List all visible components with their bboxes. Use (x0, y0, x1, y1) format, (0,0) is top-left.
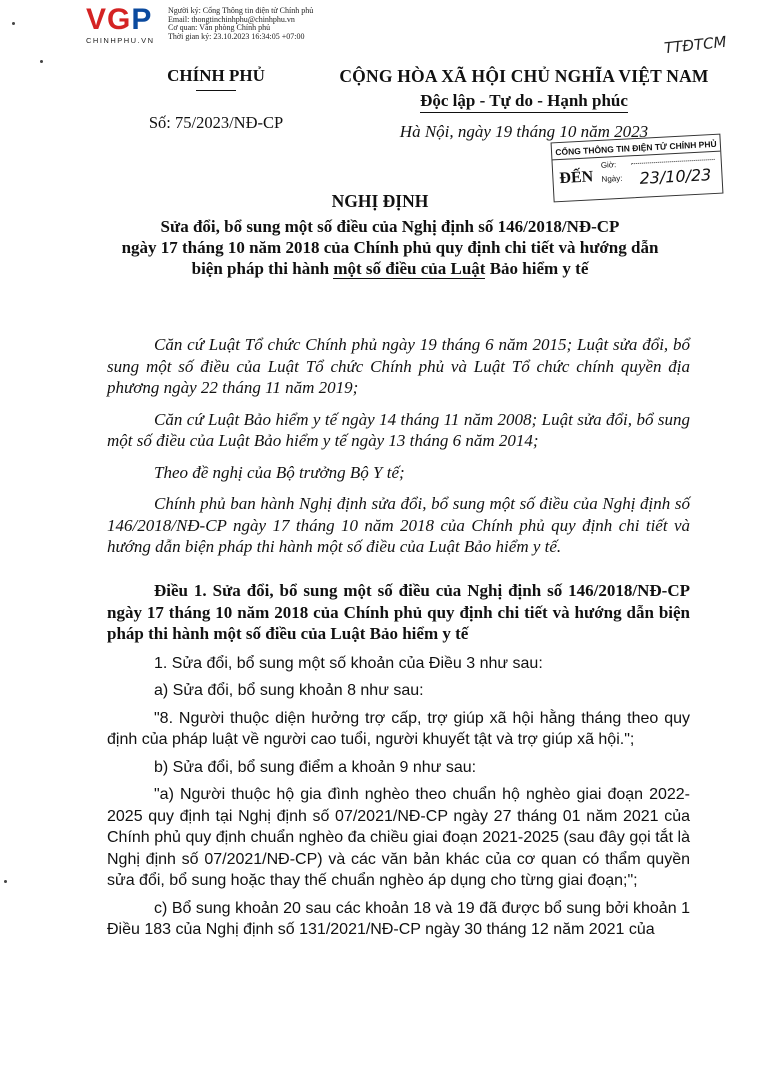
subtitle-text: Bảo hiểm y tế (485, 259, 589, 278)
clause: a) Sửa đổi, bổ sung khoản 8 như sau: (154, 682, 424, 699)
article-1 (107, 580, 690, 941)
issuer-name: CHÍNH PHỦ (167, 66, 265, 85)
signature-line: Người ký: Cổng Thông tin điện tử Chính phủ (168, 6, 314, 15)
stamp-date-label: Ngày: (601, 173, 623, 184)
preamble (107, 334, 690, 558)
clause: b) Sửa đổi, bổ sung điểm a khoản 9 như sau: (154, 758, 477, 776)
national-motto: Độc lập - Tự do - Hạnh phúc (420, 91, 628, 113)
stamp-dotted-line (631, 159, 715, 164)
subtitle-line: Sửa đổi, bổ sung một số điều của Nghị định số 146/2018/NĐ-CP (160, 217, 620, 236)
vgp-logo: VGP (86, 3, 153, 36)
national-title: CỘNG HÒA XÃ HỘI CHỦ NGHĨA VIỆT NAM (339, 66, 709, 86)
scan-speck (12, 22, 15, 25)
stamp-den: ĐẾN (559, 168, 594, 188)
stamp-date: 23/10/23 (639, 165, 712, 188)
article-heading: Điều 1. Sửa đổi, bổ sung một số điều của Nghị định số 146/2018/NĐ-CP ngày 17 tháng 10 năm 2018 của Chính phủ quy định chi tiết và hướng dẫn biện pháp thi hành một số điều của Luật Bảo hiểm y tế (107, 581, 690, 643)
subtitle-text: biện pháp thi hành (191, 259, 334, 278)
national-block (316, 66, 732, 142)
document-type: NGHỊ ĐỊNH (331, 191, 429, 211)
scan-speck (40, 60, 43, 63)
document-number: Số: 75/2023/NĐ-CP (148, 113, 284, 132)
scan-speck (4, 880, 7, 883)
signature-line: Cơ quan: Văn phòng Chính phủ (168, 23, 271, 33)
handwritten-note: TTĐTCM (663, 32, 728, 58)
clause: 1. Sửa đổi, bổ sung một số khoản của Điều 3 như sau: (154, 654, 543, 672)
signature-line: Thời gian ký: 23.10.2023 16:34:05 +07:00 (168, 31, 305, 41)
preamble-paragraph: Chính phủ ban hành Nghị định sửa đổi, bổ sung một số điều của Nghị định số 146/2018/NĐ-CP ngày 17 tháng 10 năm 2018 của Chính phủ quy định chi tiết và hướng dẫn biện pháp thi hành một số điều của Luật Bảo hiểm y tế. (107, 494, 690, 556)
subtitle-line (110, 258, 670, 279)
signature-line: Email: thongtinchinhphu@chinhphu.vn (168, 14, 295, 24)
clause: "a) Người thuộc hộ gia đình nghèo theo chuẩn hộ nghèo giai đoạn 2022-2025 quy định tại Nghị định số 07/2021/NĐ-CP ngày 27 tháng 01 năm 2021 của Chính phủ quy định chuẩn nghèo đa chiều giai đoạn 2021-2025 (sau đây gọi tắt là Nghị định số 07/2021/NĐ-CP) và các văn bản khác của cơ quan có thẩm quyền sửa đổi, bổ sung hoặc thay thế chuẩn nghèo áp dụng cho từng giai đoạn;"; (107, 786, 690, 889)
preamble-paragraph: Theo đề nghị của Bộ trưởng Bộ Y tế; (154, 462, 405, 482)
subtitle-underlined-text: một số điều của Luật (333, 259, 486, 278)
issuer-underline (196, 90, 236, 91)
place-date: Hà Nội, ngày 19 tháng 10 năm 2023 (399, 122, 649, 141)
preamble-paragraph: Căn cứ Luật Bảo hiểm y tế ngày 14 tháng 11 năm 2008; Luật sửa đổi, bổ sung một số điều của Luật Bảo hiểm y tế ngày 13 tháng 6 năm 2014; (107, 409, 690, 450)
stamp-title: CỔNG THÔNG TIN ĐIỆN TỬ CHÍNH PHỦ (552, 139, 720, 161)
clause: c) Bổ sung khoản 20 sau các khoản 18 và 19 đã được bổ sung bởi khoản 1 Điều 183 của Nghị định số 131/2021/NĐ-CP ngày 30 tháng 12 năm 2021 của (107, 899, 690, 938)
issuer-block (116, 66, 316, 133)
signature-details (168, 7, 313, 41)
stamp-time-label: Giờ: (600, 160, 617, 170)
subtitle-line: ngày 17 tháng 10 năm 2018 của Chính phủ quy định chi tiết và hướng dẫn (121, 238, 659, 257)
clause: "8. Người thuộc diện hưởng trợ cấp, trợ giúp xã hội hằng tháng theo quy định của pháp luật về người cao tuổi, người khuyết tật và trợ giúp xã hội."; (107, 709, 690, 748)
document-subtitle (110, 216, 670, 279)
preamble-paragraph: Căn cứ Luật Tổ chức Chính phủ ngày 19 tháng 6 năm 2015; Luật sửa đổi, bổ sung một số điều của Luật Tổ chức Chính phủ và Luật Tổ chức chính quyền địa phương ngày 22 tháng 11 năm 2019; (107, 335, 690, 397)
digital-signature (86, 4, 356, 48)
vgp-logo-subtitle: CHINHPHU.VN (86, 36, 155, 45)
